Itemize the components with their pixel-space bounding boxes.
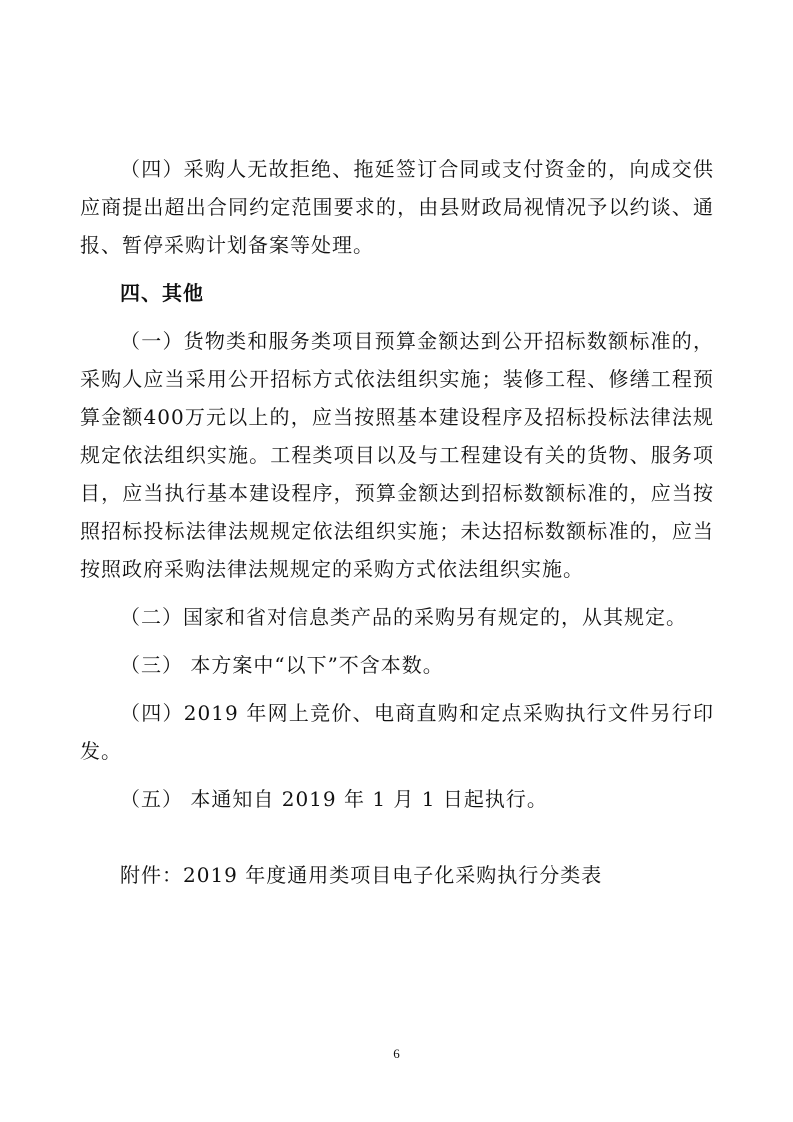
document-body [80, 150, 714, 894]
section-heading-other: 四、其他 [120, 281, 204, 305]
attachment-line: 附件：2019 年度通用类项目电子化采购执行分类表 [120, 863, 603, 887]
paragraph-online-bidding: （四）2019 年网上竞价、电商直购和定点采购执行文件另行印发。 [80, 701, 714, 763]
paragraph-info-products: （二）国家和省对信息类产品的采购另有规定的，从其规定。 [120, 605, 687, 629]
blank-line [80, 818, 714, 856]
page-number: 6 [393, 1046, 400, 1061]
paragraph-effective-date: （五） 本通知自 2019 年 1 月 1 日起执行。 [120, 787, 548, 811]
paragraph-below-definition: （三） 本方案中“以下”不含本数。 [120, 653, 444, 677]
paragraph-public-tender: （一）货物类和服务类项目预算金额达到公开招标数额标准的，采购人应当采用公开招标方式依法组织实施；装修工程、修缮工程预算金额400万元以上的，应当按照基本建设程序及招标投标法律法规规定依法组织实施。工程类项目以及与工程建设有关的货物、服务项目，应当执行基本建设程序，预算金额达到招标数额标准的，应当按照招标投标法律法规规定依法组织实施；未达招标数额标准的，应当按照政府采购法律法规规定的采购方式依法组织实施。 [80, 329, 714, 581]
paragraph-purchaser-refusal: （四）采购人无故拒绝、拖延签订合同或支付资金的，向成交供应商提出超出合同约定范围要求的，由县财政局视情况予以约谈、通报、暂停采购计划备案等处理。 [80, 157, 714, 257]
